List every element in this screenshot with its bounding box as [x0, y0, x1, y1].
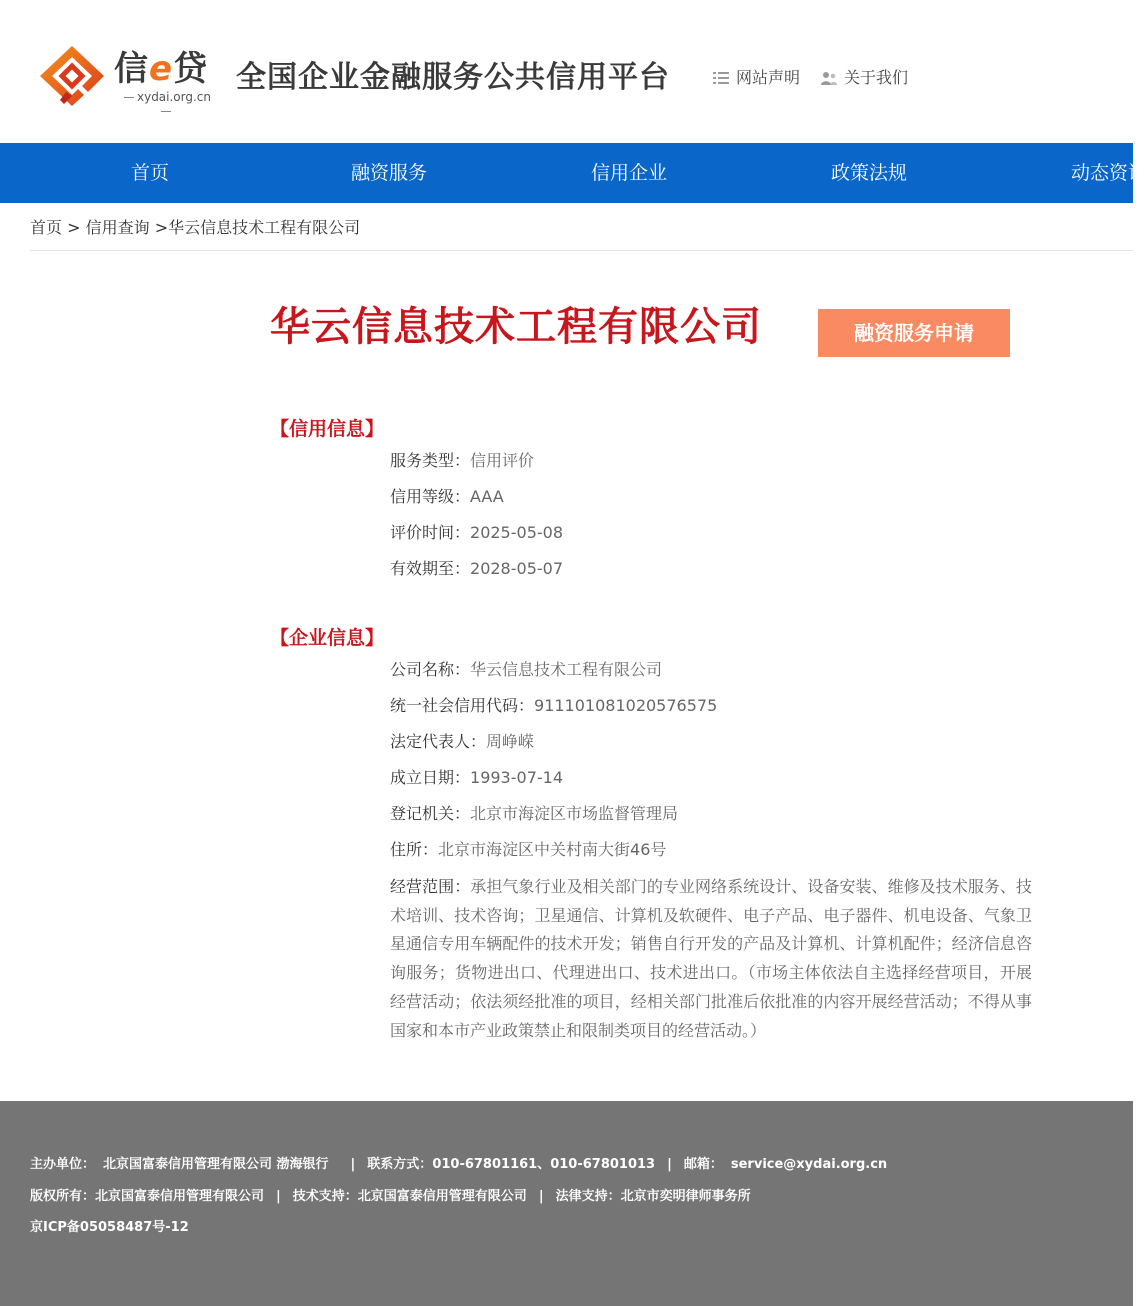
site-footer	[0, 1101, 1133, 1306]
enterprise-field-legal-rep: 法定代表人：周峥嵘	[390, 732, 535, 751]
credit-field-eval-date: 评价时间：2025-05-08	[390, 523, 563, 542]
main-nav	[0, 143, 1147, 203]
about-us-label: 关于我们	[844, 68, 909, 87]
nav-item-home[interactable]: 首页	[131, 162, 170, 184]
site-header	[0, 0, 1133, 143]
breadcrumb-current: 华云信息技术工程有限公司	[168, 218, 361, 237]
platform-title: 全国企业金融服务公共信用平台	[236, 60, 670, 95]
logo-domain: xydai.org.cn	[116, 90, 216, 118]
footer-line-copyright: 版权所有：北京国富泰信用管理有限公司 | 技术支持：北京国富泰信用管理有限公司 | 法律支持：北京市奕明律师事务所	[30, 1189, 751, 1204]
breadcrumb-sep: >	[149, 218, 169, 237]
company-title: 华云信息技术工程有限公司	[270, 304, 762, 350]
logo-brand-name: 信e贷	[114, 49, 209, 89]
site-statement-link[interactable]	[712, 68, 800, 88]
about-us-link[interactable]	[820, 68, 908, 88]
nav-item-policies[interactable]: 政策法规	[831, 162, 908, 184]
enterprise-info-heading: 【企业信息】	[270, 627, 385, 649]
nav-item-news[interactable]: 动态资讯	[1071, 162, 1147, 184]
site-statement-label: 网站声明	[736, 68, 801, 87]
enterprise-field-registrar: 登记机关：北京市海淀区市场监督管理局	[390, 804, 679, 823]
breadcrumb-divider	[30, 250, 1133, 251]
enterprise-field-name: 公司名称：华云信息技术工程有限公司	[390, 660, 663, 679]
breadcrumb-home[interactable]: 首页	[30, 218, 63, 237]
enterprise-field-business-scope: 经营范围：承担气象行业及相关部门的专业网络系统设计、设备安装、维修及技术服务、技术培训、技术咨询；卫星通信、计算机及软硬件、电子产品、电子器件、机电设备、气象卫星通信专用车辆配件的技术开发；销售自行开发的产品及计算机、计算机配件；经济信息咨询服务；货物进出口、代理进出口、技术进出口。（市场主体依法自主选择经营项目，开展经营活动；依法须经批准的项目，经相关部门批准后依批准的内容开展经营活动；不得从事国家和本市产业政策禁止和限制类项目的经营活动。）	[390, 877, 1032, 1040]
enterprise-field-credit-code: 统一社会信用代码：911101081020576575	[390, 696, 718, 715]
financing-apply-button[interactable]: 融资服务申请	[818, 309, 1010, 357]
enterprise-field-founded: 成立日期：1993-07-14	[390, 768, 563, 787]
logo-icon[interactable]	[36, 42, 108, 110]
footer-line-host: 主办单位： 北京国富泰信用管理有限公司 渤海银行 | 联系方式：010-67801161、010-67801013 | 邮箱： service@xydai.org.cn	[30, 1157, 888, 1172]
footer-icp[interactable]: 京ICP备05058487号-12	[30, 1220, 189, 1235]
logo-text[interactable]	[114, 49, 212, 104]
enterprise-field-address: 住所：北京市海淀区中关村南大街46号	[390, 840, 667, 859]
credit-field-rating: 信用等级：AAA	[390, 487, 504, 506]
nav-item-financing[interactable]: 融资服务	[351, 162, 428, 184]
breadcrumb	[30, 217, 360, 239]
credit-info-heading: 【信用信息】	[270, 418, 385, 440]
users-icon	[820, 69, 838, 87]
list-icon	[712, 69, 730, 87]
nav-item-credit-enterprises[interactable]: 信用企业	[591, 162, 668, 184]
breadcrumb-credit-query[interactable]: 信用查询	[85, 218, 150, 237]
credit-field-service-type: 服务类型：信用评价	[390, 451, 535, 470]
breadcrumb-sep: >	[62, 218, 86, 237]
credit-field-valid-until: 有效期至：2028-05-07	[390, 559, 563, 578]
